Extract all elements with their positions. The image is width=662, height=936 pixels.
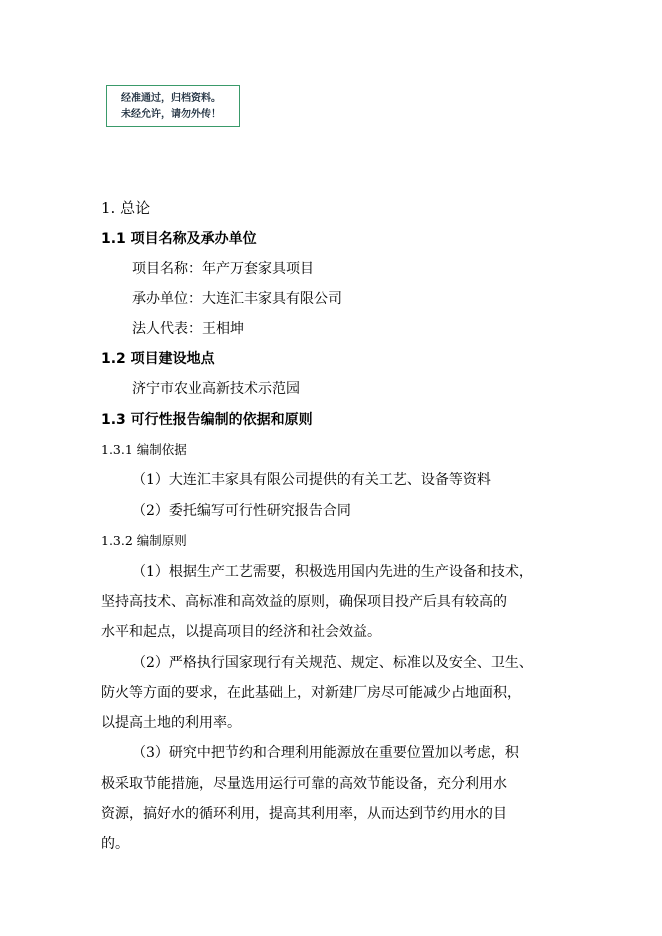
principle-2-line-3: 以提高土地的利用率。 [101, 715, 241, 731]
project-name-text: 项目名称：年产万套家具项目 [132, 261, 314, 277]
section-1-2-heading: 1.2 项目建设地点 [101, 351, 215, 367]
principle-2-line-2: 防火等方面的要求，在此基础上，对新建厂房尽可能减少占地面积， [101, 685, 521, 701]
section-1-3-2-heading: 1.3.2 编制原则 [101, 533, 187, 548]
principle-1-line-1: （1）根据生产工艺需要，积极选用国内先进的生产设备和技术， [132, 564, 533, 580]
legal-rep-text: 法人代表：王相坤 [132, 321, 244, 337]
notice-line-1: 经准通过，归档资料。 [121, 93, 221, 104]
confidential-notice-box [106, 85, 240, 127]
principle-3-line-2: 极采取节能措施，尽量选用运行可靠的高效节能设备，充分利用水 [101, 776, 507, 792]
section-1-3-heading: 1.3 可行性报告编制的依据和原则 [101, 412, 313, 428]
section-1-1-heading: 1.1 项目名称及承办单位 [101, 231, 257, 247]
principle-2-line-1: （2）严格执行国家现行有关规范、规定、标准以及安全、卫生、 [132, 655, 533, 671]
section-1-heading: 1. 总论 [101, 199, 151, 217]
notice-line-2: 未经允许，请勿外传！ [121, 109, 221, 120]
basis-item-2: （2）委托编写可行性研究报告合同 [132, 503, 351, 519]
principle-3-line-1: （3）研究中把节约和合理利用能源放在重要位置加以考虑，积 [132, 745, 519, 761]
section-1-3-1-heading: 1.3.1 编制依据 [101, 442, 187, 457]
basis-item-1: （1）大连汇丰家具有限公司提供的有关工艺、设备等资料 [132, 472, 491, 488]
principle-3-line-4: 的。 [101, 836, 129, 852]
principle-1-line-2: 坚持高技术、高标准和高效益的原则，确保项目投产后具有较高的 [101, 594, 507, 610]
location-text: 济宁市农业高新技术示范园 [132, 381, 300, 397]
principle-1-line-3: 水平和起点，以提高项目的经济和社会效益。 [101, 624, 381, 640]
organizer-text: 承办单位：大连汇丰家具有限公司 [132, 291, 342, 307]
principle-3-line-3: 资源，搞好水的循环利用，提高其利用率，从而达到节约用水的目 [101, 806, 507, 822]
